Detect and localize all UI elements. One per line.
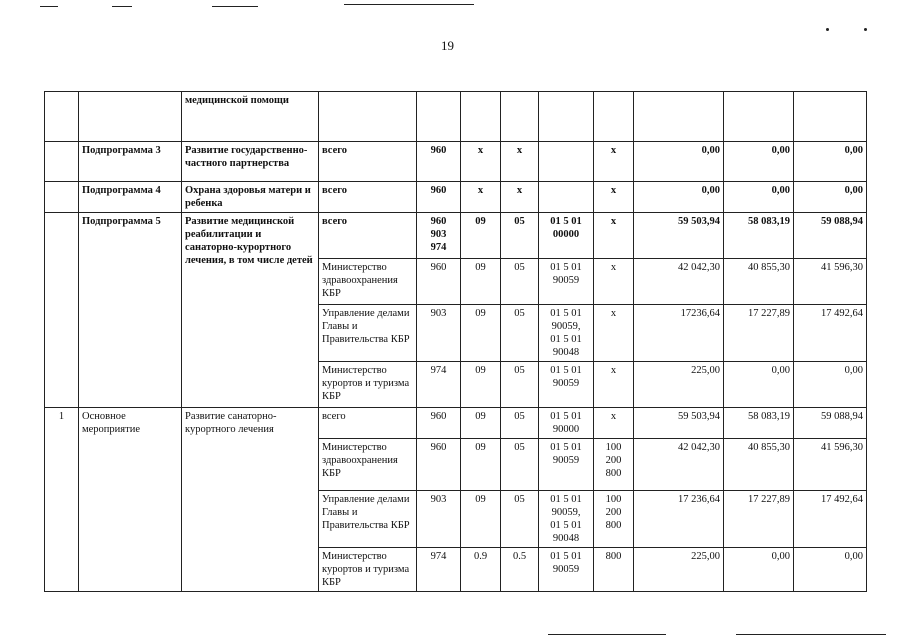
cell-pr: х: [501, 182, 539, 213]
cell-rz: 09: [461, 259, 501, 305]
scan-dot: [864, 28, 867, 31]
cell-grbs: 903: [417, 305, 461, 362]
table-row: [45, 142, 867, 182]
cell-num: 1: [45, 408, 79, 592]
scan-mark: [40, 6, 58, 7]
budget-table: [44, 91, 867, 592]
cell-y3: 0,00: [794, 548, 867, 592]
cell-y3: 59 088,94: [794, 408, 867, 439]
cell-y3: 17 492,64: [794, 305, 867, 362]
cell-name: Развитие санаторно-курортного лечения: [182, 408, 319, 592]
cell-y2: 0,00: [724, 362, 794, 408]
cell-y3: 0,00: [794, 182, 867, 213]
cell-y2: 0,00: [724, 142, 794, 182]
cell-y1: 42 042,30: [634, 439, 724, 491]
cell-resp: Управление делами Главы и Правительства КБР: [319, 305, 417, 362]
cell-rz: х: [461, 142, 501, 182]
cell-csr: 01 5 01 90059: [539, 362, 594, 408]
cell-grbs: 960 903 974: [417, 213, 461, 259]
cell-csr: 01 5 01 90059: [539, 259, 594, 305]
cell-rz: 09: [461, 491, 501, 548]
page-number: 19: [441, 38, 454, 53]
cell-resp: всего: [319, 142, 417, 182]
cell-grbs: 974: [417, 548, 461, 592]
cell-resp: Управление делами Главы и Правительства КБР: [319, 491, 417, 548]
cell-vr: 100 200 800: [594, 439, 634, 491]
cell-grbs: 960: [417, 182, 461, 213]
cell-resp: Министерство здравоохранения КБР: [319, 439, 417, 491]
cell-y2: 0,00: [724, 548, 794, 592]
cell-name: Развитие медицинской реабилитации и санаторно-курортного лечения, в том числе детей: [182, 213, 319, 408]
cell-grbs: 960: [417, 142, 461, 182]
cell-pr: 05: [501, 259, 539, 305]
table-row: [45, 213, 867, 259]
table-row: [45, 408, 867, 439]
cell-resp: всего: [319, 408, 417, 439]
cell-y3: 0,00: [794, 142, 867, 182]
cell-y1: 42 042,30: [634, 259, 724, 305]
cell-y2: 58 083,19: [724, 213, 794, 259]
cell-pr: 05: [501, 305, 539, 362]
cell-y3: 41 596,30: [794, 439, 867, 491]
cell-y1: 59 503,94: [634, 213, 724, 259]
cell-y2: 17 227,89: [724, 491, 794, 548]
cell-y1: 0,00: [634, 142, 724, 182]
cell-pr: х: [501, 142, 539, 182]
cell-grbs: 974: [417, 362, 461, 408]
cell-resp: всего: [319, 182, 417, 213]
cell-vr: х: [594, 182, 634, 213]
cell-y1: 17236,64: [634, 305, 724, 362]
cell-resp: Министерство курортов и туризма КБР: [319, 548, 417, 592]
cell-type: Подпрограмма 4: [79, 182, 182, 213]
cell-vr: х: [594, 408, 634, 439]
cell-vr: х: [594, 213, 634, 259]
scan-dot: [826, 28, 829, 31]
cell-pr: 05: [501, 362, 539, 408]
scan-mark: [736, 634, 886, 635]
cell-y1: 225,00: [634, 362, 724, 408]
cell-y1: 17 236,64: [634, 491, 724, 548]
cell-pr: 05: [501, 439, 539, 491]
cell-rz: х: [461, 182, 501, 213]
table-row: [45, 182, 867, 213]
cell-y1: 59 503,94: [634, 408, 724, 439]
cell-pr: 05: [501, 213, 539, 259]
scan-mark: [212, 6, 258, 7]
cell-csr: 01 5 01 90059: [539, 548, 594, 592]
cell-type: Подпрограмма 5: [79, 213, 182, 408]
scan-mark: [548, 634, 666, 635]
cell-name: Развитие государственно-частного партнерства: [182, 142, 319, 182]
cell-vr: х: [594, 305, 634, 362]
cell-pr: 0.5: [501, 548, 539, 592]
cell-csr: 01 5 01 90059, 01 5 01 90048: [539, 305, 594, 362]
cell-grbs: 960: [417, 259, 461, 305]
cell-y2: 40 855,30: [724, 259, 794, 305]
cell-grbs: 960: [417, 439, 461, 491]
cell-csr: 01 5 01 90000: [539, 408, 594, 439]
cell-type: Основное мероприятие: [79, 408, 182, 592]
cell-y1: 225,00: [634, 548, 724, 592]
cell-y2: 58 083,19: [724, 408, 794, 439]
cell-csr: 01 5 01 90059, 01 5 01 90048: [539, 491, 594, 548]
cell-name: Охрана здоровья матери и ребенка: [182, 182, 319, 213]
cell-vr: х: [594, 142, 634, 182]
cell-vr: 800: [594, 548, 634, 592]
cell-vr: х: [594, 362, 634, 408]
cell-rz: 09: [461, 408, 501, 439]
cell-resp: всего: [319, 213, 417, 259]
cell-pr: 05: [501, 408, 539, 439]
cell-rz: 09: [461, 213, 501, 259]
cell-csr: [539, 142, 594, 182]
cell-pr: 05: [501, 491, 539, 548]
cell-num: [45, 142, 79, 182]
cell-grbs: 903: [417, 491, 461, 548]
cell-grbs: 960: [417, 408, 461, 439]
cell-y1: 0,00: [634, 182, 724, 213]
scan-mark: [112, 6, 132, 7]
cell-rz: 0.9: [461, 548, 501, 592]
cell-y3: 0,00: [794, 362, 867, 408]
cell-rz: 09: [461, 439, 501, 491]
cell-csr: [539, 182, 594, 213]
cell-y2: 40 855,30: [724, 439, 794, 491]
cell-y3: 41 596,30: [794, 259, 867, 305]
cell-name: медицинской помощи: [182, 92, 319, 142]
cell-resp: Министерство здравоохранения КБР: [319, 259, 417, 305]
cell-y3: 59 088,94: [794, 213, 867, 259]
cell-vr: х: [594, 259, 634, 305]
scan-mark: [344, 4, 474, 5]
cell-rz: 09: [461, 305, 501, 362]
cell-y2: 17 227,89: [724, 305, 794, 362]
cell-vr: 100 200 800: [594, 491, 634, 548]
cell-resp: Министерство курортов и туризма КБР: [319, 362, 417, 408]
table-row: [45, 92, 867, 142]
cell-csr: 01 5 01 90059: [539, 439, 594, 491]
cell-rz: 09: [461, 362, 501, 408]
cell-y2: 0,00: [724, 182, 794, 213]
cell-csr: 01 5 01 00000: [539, 213, 594, 259]
cell-y3: 17 492,64: [794, 491, 867, 548]
cell-type: Подпрограмма 3: [79, 142, 182, 182]
